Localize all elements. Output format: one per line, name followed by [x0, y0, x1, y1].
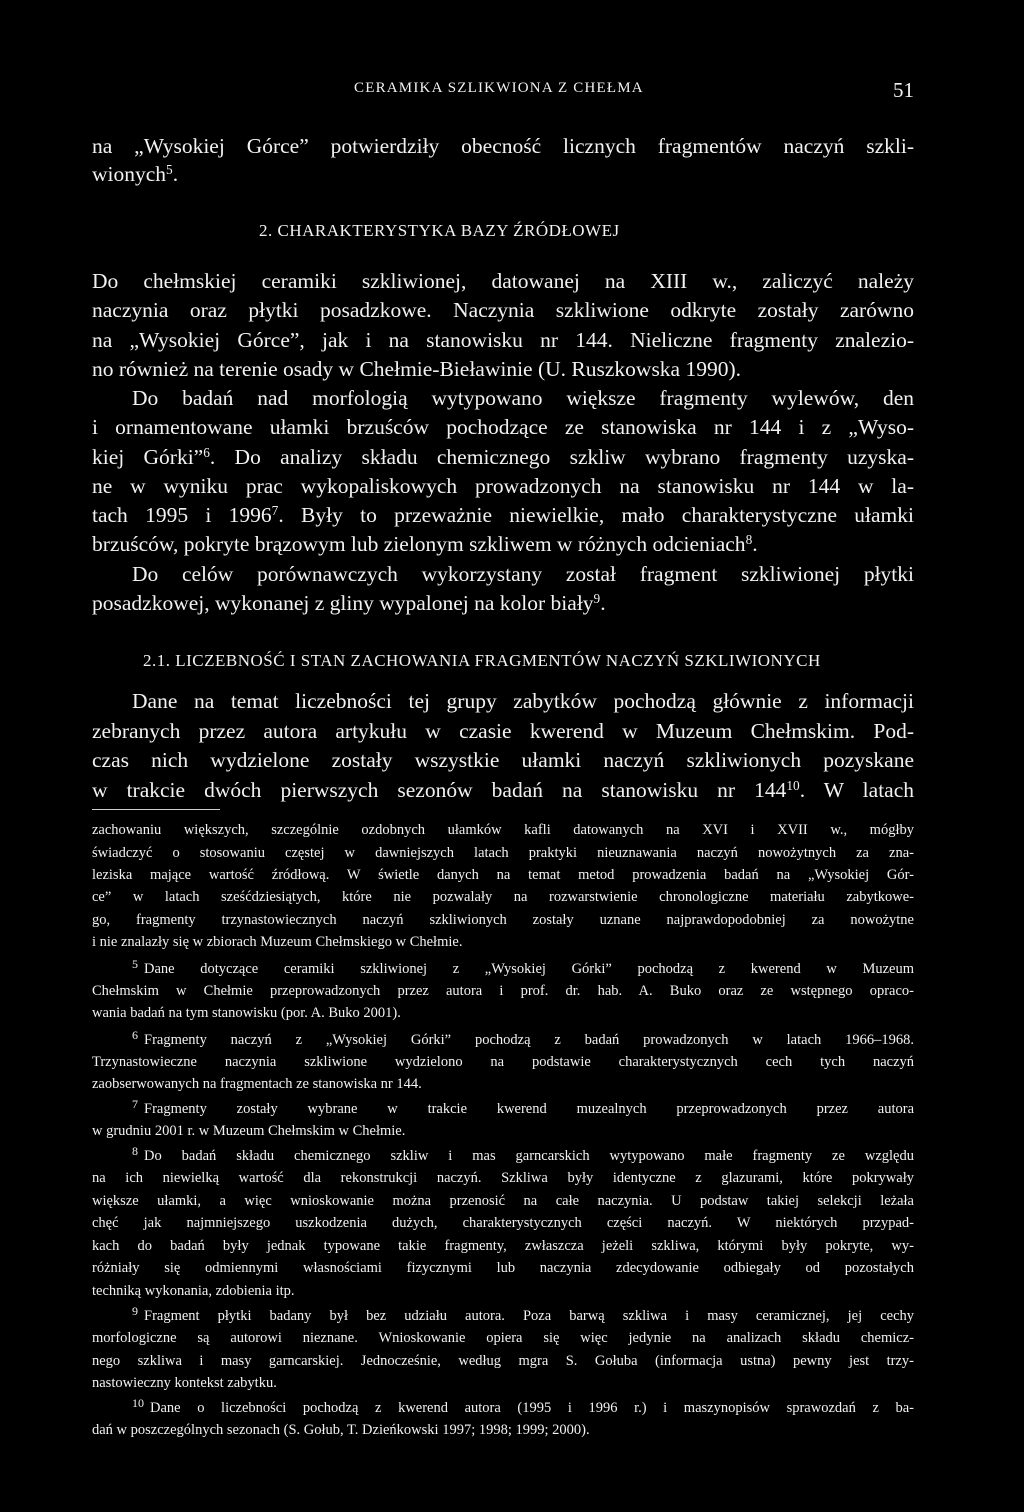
- running-title: CERAMIKA SZLIKWIONA Z CHEŁMA: [354, 80, 644, 96]
- body-line: no również na terenie osady w Chełmie-Bieławinie (U. Ruszkowska 1990).: [92, 357, 742, 381]
- footnote-line: morfologiczne są autorowi nieznane. Wnioskowanie opiera się więc jedynie na analizach składu chemicz-: [92, 1330, 914, 1346]
- footnote-line: Trzynastowieczne naczynia szkliwione wydzielono na podstawie charakterystycznych cech tych naczyń: [92, 1054, 914, 1070]
- footnote-9: $^9$ Fragment płytki badany był bez udziału autora. Poza barwą szkliwa i masy ceramicznej, jej cechy: [132, 1304, 914, 1324]
- footnote-number: 5: [132, 957, 138, 971]
- body-line: naczynia oraz płytki posadzkowe. Naczynia szkliwione odkryte zostały zarówno: [92, 298, 914, 322]
- footnote-line: różniały się odmiennymi własnościami fizycznymi lub naczynia zdecydowanie odbiegały od pozostałych: [92, 1260, 914, 1276]
- footnote-number: 7: [132, 1097, 138, 1111]
- body-line: kiej Górki”$^6$. Do analizy składu chemicznego szkliw wybrano fragmenty uzyska-: [92, 444, 914, 469]
- footnote-line: wania badań na tym stanowisku (por. A. Buko 2001).: [92, 1005, 401, 1021]
- body-line: Do badań nad morfologią wytypowano większe fragmenty wylewów, den: [132, 386, 914, 410]
- body-line: brzuśców, pokryte brązowym lub zielonym szkliwem w różnych odcieniach$^8$.: [92, 531, 758, 556]
- footnote-7: $^7$ Fragmenty zostały wybrane w trakcie kwerend muzealnych przeprowadzonych przez autora: [132, 1097, 914, 1117]
- footnote-ref: 5: [166, 161, 173, 177]
- body-line: Do celów porównawczych wykorzystany został fragment szkliwionej płytki: [132, 562, 914, 586]
- footnote-ref: 8: [745, 531, 753, 547]
- body-line: ne w wyniku prac wykopaliskowych prowadzonych na stanowisku nr 144 w la-: [92, 474, 914, 498]
- body-line: Do chełmskiej ceramiki szkliwionej, datowanej na XIII w., zaliczyć należy: [92, 269, 914, 293]
- footnote-number: 9: [132, 1304, 138, 1318]
- footnote-line: na ich niewielką wartość dla rekonstrukcji naczyń. Szkliwa były identyczne z glazurami, które pokrywały: [92, 1170, 914, 1186]
- section-heading: 2. CHARAKTERYSTYKA BAZY ŹRÓDŁOWEJ: [259, 221, 620, 240]
- footnote-10: $^{10}$ Dane o liczebności pochodzą z kwerend autora (1995 i 1996 r.) i maszynopisów sprawozdań z ba-: [132, 1396, 914, 1416]
- body-line: wionych$^5$.: [92, 161, 179, 186]
- footnote-line: Chełmskim w Chełmie przeprowadzonych przez autora i prof. dr. hab. A. Buko oraz ze wstępnego opraco-: [92, 983, 914, 999]
- footnote-ref: 7: [271, 502, 279, 518]
- body-line: w trakcie dwóch pierwszych sezonów badań na stanowisku nr $144^{10}$. W latach: [92, 777, 914, 802]
- footnote-6: $^6$ Fragmenty naczyń z „Wysokiej Górki” pochodzą z badań prowadzonych w latach 1966–1968.: [132, 1028, 914, 1048]
- footnote-line: ce” w latach sześćdziesiątych, które nie pozwalały na rozwarstwienie chronologiczne materiału zabytkowe-: [92, 889, 914, 905]
- body-line: Dane na temat liczebności tej grupy zabytków pochodzą głównie z informacji: [132, 689, 914, 713]
- footnote-line: dań w poszczególnych sezonach (S. Gołub, T. Dzieńkowski 1997; 1998; 1999; 2000).: [92, 1422, 590, 1438]
- footnote-line: większe ułamki, a więc wnioskowanie można przenosić na całe naczynia. U podstaw takiej selekcji leżała: [92, 1193, 914, 1209]
- footnote-number: 6: [132, 1028, 138, 1042]
- running-header: [92, 78, 914, 106]
- body-line: zebranych przez autora artykułu w czasie kwerend w Muzeum Chełmskim. Pod-: [92, 719, 914, 743]
- body-line: na „Wysokiej Górce”, jak i na stanowisku nr 144. Nieliczne fragmenty znalezio-: [92, 328, 914, 352]
- footnote-ref: 9: [593, 590, 601, 606]
- footnote-line: w grudniu 2001 r. w Muzeum Chełmskim w Chełmie.: [92, 1123, 406, 1139]
- footnote-line: nego szkliwa i masy garncarskiej. Jednocześnie, według mgra S. Gołuba (informacja ustna) pewny jest trzy-: [92, 1353, 914, 1369]
- footnote-ref: 6: [203, 444, 210, 460]
- footnote-line: i nie znalazły się w zbiorach Muzeum Chełmskiego w Chełmie.: [92, 934, 463, 950]
- footnote-line: techniką wykonania, zdobienia itp.: [92, 1283, 295, 1299]
- body-line: na „Wysokiej Górce” potwierdziły obecność licznych fragmentów naczyń szkli-: [92, 134, 914, 158]
- footnote-line: zaobserwowanych na fragmentach ze stanowiska nr 144.: [92, 1076, 422, 1092]
- body-line: czas nich wydzielone zostały wszystkie ułamki naczyń szkliwionych pozyskane: [92, 748, 914, 772]
- footnote-number: 8: [132, 1144, 138, 1158]
- footnote-line: nastowieczny kontekst zabytku.: [92, 1375, 277, 1391]
- footnote-line: zachowaniu większych, szczególnie ozdobnych ułamków kafli datowanych na XVI i XVII w., mógłby: [92, 822, 914, 838]
- footnote-ref: 10: [786, 777, 800, 793]
- subsection-heading: 2.1. LICZEBNOŚĆ I STAN ZACHOWANIA FRAGMENTÓW NACZYŃ SZKLIWIONYCH: [143, 651, 821, 670]
- body-line: posadzkowej, wykonanej z gliny wypalonej na kolor biały$^9$.: [92, 590, 606, 615]
- footnote-line: świadczyć o stosowaniu częstej w dawniejszych latach praktyki nieuznawania naczyń nowożytnych za zna-: [92, 845, 914, 861]
- body-line: i ornamentowane ułamki brzuśców pochodzące ze stanowiska nr 144 i z „Wyso-: [92, 415, 914, 439]
- footnote-divider: [92, 809, 220, 810]
- footnote-line: kach do badań były jednak typowane takie fragmenty, zwłaszcza jeżeli szkliwa, którymi były pokryte, wy-: [92, 1238, 914, 1254]
- footnote-5: $^5$ Dane dotyczące ceramiki szkliwionej z „Wysokiej Górki” pochodzą z kwerend w Muzeum: [132, 957, 914, 977]
- footnote-line: chęć jak najmniejszego uszkodzenia dużych, charakterystycznych części naczyń. W niektórych przypad-: [92, 1215, 914, 1231]
- page-number: 51: [893, 78, 914, 102]
- body-line: tach 1995 i 1996$^7$. Były to przeważnie niewielkie, mało charakterystyczne ułamki: [92, 502, 914, 527]
- footnote-number: 10: [132, 1396, 144, 1410]
- footnote-line: go, fragmenty trzynastowiecznych naczyń szkliwionych zostały uznane najprawdopodobniej za nowożytne: [92, 912, 914, 928]
- footnote-line: leziska mające wartość źródłową. W świetle danych na temat metod prowadzenia badań na „Wysokiej Gór-: [92, 867, 914, 883]
- footnote-8: $^8$ Do badań składu chemicznego szkliw i mas garncarskich wytypowano małe fragmenty ze względu: [132, 1144, 914, 1164]
